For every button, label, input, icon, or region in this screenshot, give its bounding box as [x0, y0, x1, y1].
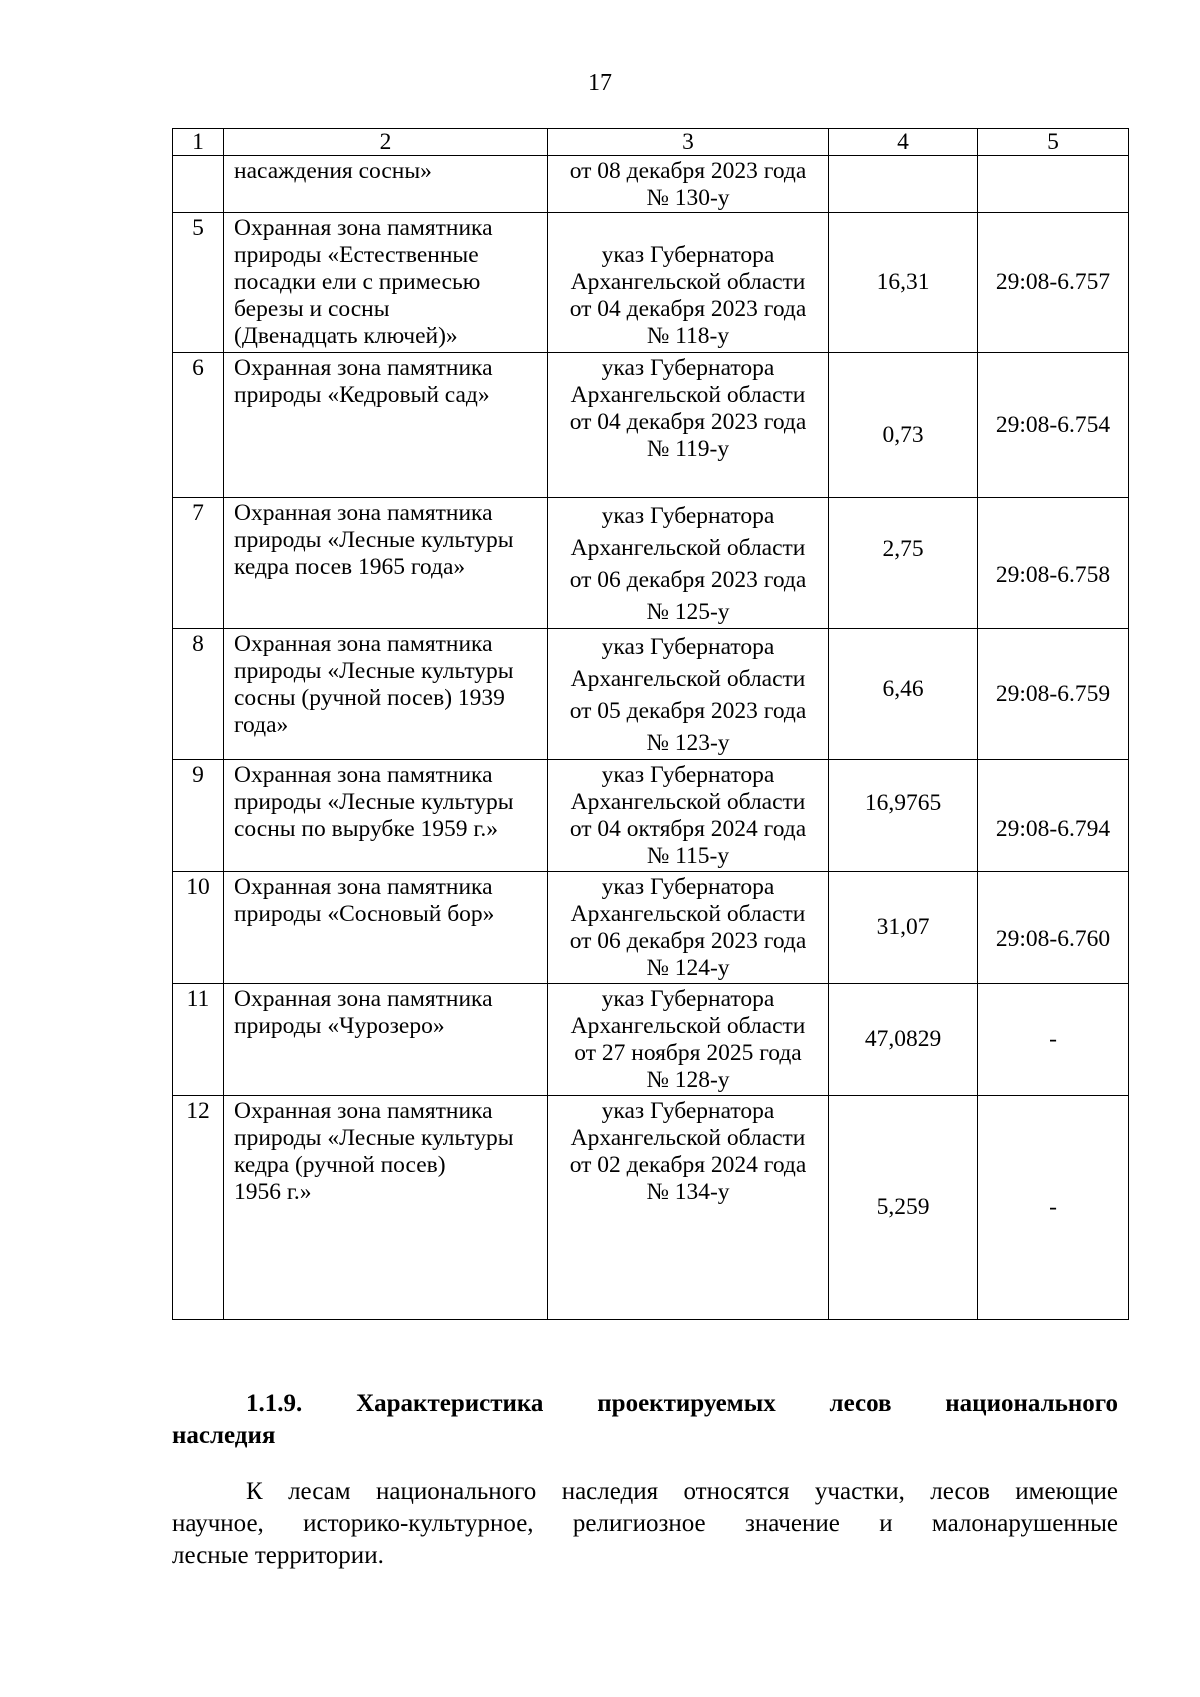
decree	[548, 760, 829, 872]
zone-name-line: Охранная зона памятника	[234, 874, 493, 900]
table-row	[173, 872, 1129, 984]
zone-name-line: 1956 г.»	[234, 1179, 312, 1205]
zone-name-line: природы «Лесные культуры	[234, 658, 514, 684]
zone-name	[224, 872, 548, 984]
area-ha: 6,46	[829, 629, 978, 760]
zone-name-line: кедра (ручной посев)	[234, 1152, 446, 1178]
decree-line: от 04 октября 2024 года	[569, 816, 807, 842]
decree-line: указ Губернатора	[601, 634, 775, 660]
table-row	[173, 213, 1129, 353]
zone-name-line: Охранная зона памятника	[234, 762, 493, 788]
decree-line: Архангельской области	[570, 1013, 806, 1039]
decree	[548, 156, 829, 213]
zone-name-line: Охранная зона памятника	[234, 500, 493, 526]
paragraph-line: К лесам национального наследия относятся участки, лесов имеющие	[246, 1478, 1118, 1505]
decree-line: указ Губернатора	[601, 1098, 775, 1124]
registry-code: 29:08-6.758	[978, 498, 1129, 629]
decree-line: Архангельской области	[570, 382, 806, 408]
zone-name-line: Охранная зона памятника	[234, 215, 493, 241]
registry-code: 29:08-6.794	[978, 760, 1129, 872]
section-heading-line: 1.1.9. Характеристика проектируемых лесов национального	[246, 1390, 1118, 1417]
zone-name-line: природы «Кедровый сад»	[234, 382, 490, 408]
zone-name	[224, 498, 548, 629]
decree	[548, 1096, 829, 1320]
section-heading-line: наследия	[172, 1422, 276, 1449]
decree-line: от 08 декабря 2023 года	[569, 158, 807, 184]
row-number	[173, 156, 224, 213]
header-col-3: 3	[548, 129, 829, 156]
zone-name-line: (Двенадцать ключей)»	[234, 323, 458, 349]
zone-name	[224, 760, 548, 872]
zone-name-line: природы «Лесные культуры	[234, 789, 514, 815]
zone-name-line: года»	[234, 712, 289, 738]
decree	[548, 213, 829, 353]
decree-line: № 134-у	[646, 1179, 730, 1205]
header-col-4: 4	[829, 129, 978, 156]
decree-line: от 27 ноября 2025 года	[574, 1040, 802, 1066]
decree-line: от 04 декабря 2023 года	[569, 409, 807, 435]
decree-line: указ Губернатора	[601, 503, 775, 529]
zone-name-line: природы «Лесные культуры	[234, 1125, 514, 1151]
area-ha: 0,73	[829, 353, 978, 498]
decree-line: № 119-у	[646, 436, 730, 462]
zone-name	[224, 629, 548, 760]
table-row	[173, 760, 1129, 872]
registry-code	[978, 156, 1129, 213]
decree-line: Архангельской области	[570, 789, 806, 815]
decree-line: Архангельской области	[570, 666, 806, 692]
area-ha: 16,31	[829, 213, 978, 353]
zone-name-line: кедра посев 1965 года»	[234, 554, 466, 580]
area-ha: 31,07	[829, 872, 978, 984]
decree	[548, 353, 829, 498]
row-number: 8	[173, 629, 224, 760]
decree-line: указ Губернатора	[601, 762, 775, 788]
decree-line: № 125-у	[646, 599, 730, 625]
page-number: 17	[588, 70, 612, 96]
decree-line: указ Губернатора	[601, 874, 775, 900]
section-paragraph	[172, 1476, 1118, 1572]
decree-line: № 124-у	[646, 955, 730, 981]
header-col-1: 1	[173, 129, 224, 156]
table-row	[173, 353, 1129, 498]
zone-name-line: сосны (ручной посев) 1939	[234, 685, 505, 711]
paragraph-line: лесные территории.	[172, 1542, 384, 1569]
header-col-2: 2	[224, 129, 548, 156]
zone-name-line: Охранная зона памятника	[234, 1098, 493, 1124]
decree	[548, 872, 829, 984]
decree-line: указ Губернатора	[601, 355, 775, 381]
zone-name	[224, 213, 548, 353]
zone-name-line: природы «Естественные	[234, 242, 479, 268]
row-number: 12	[173, 1096, 224, 1320]
row-number: 10	[173, 872, 224, 984]
decree-line: № 115-у	[646, 843, 730, 869]
zone-name-line: посадки ели с примесью	[234, 269, 481, 295]
zone-name	[224, 984, 548, 1096]
table-row	[173, 984, 1129, 1096]
decree-line: от 04 декабря 2023 года	[569, 296, 807, 322]
decree-line: указ Губернатора	[601, 986, 775, 1012]
header-col-5: 5	[978, 129, 1129, 156]
zone-name-line: Охранная зона памятника	[234, 986, 493, 1012]
table-row	[173, 498, 1129, 629]
row-number: 11	[173, 984, 224, 1096]
decree	[548, 629, 829, 760]
registry-code: -	[978, 984, 1129, 1096]
decree-line: Архангельской области	[570, 1125, 806, 1151]
registry-code: -	[978, 1096, 1129, 1320]
zone-name-line: Охранная зона памятника	[234, 355, 493, 381]
area-ha: 5,259	[829, 1096, 978, 1320]
row-number: 9	[173, 760, 224, 872]
registry-code: 29:08-6.754	[978, 353, 1129, 498]
decree-line: Архангельской области	[570, 535, 806, 561]
paragraph-line: научное, историко-культурное, религиозное значение и малонарушенные	[172, 1510, 1118, 1537]
table-row	[173, 156, 1129, 213]
area-ha: 2,75	[829, 498, 978, 629]
decree-line: указ Губернатора	[601, 242, 775, 268]
zone-name	[224, 353, 548, 498]
decree-line: Архангельской области	[570, 269, 806, 295]
table-row	[173, 1096, 1129, 1320]
row-number: 5	[173, 213, 224, 353]
row-number: 7	[173, 498, 224, 629]
area-ha: 16,9765	[829, 760, 978, 872]
table-row	[173, 629, 1129, 760]
decree-line: от 06 декабря 2023 года	[569, 928, 807, 954]
row-number: 6	[173, 353, 224, 498]
zone-name-line: природы «Лесные культуры	[234, 527, 514, 553]
zone-name-line: березы и сосны	[234, 296, 390, 322]
decree-line: Архангельской области	[570, 901, 806, 927]
decree-line: № 123-у	[646, 730, 730, 756]
registry-code: 29:08-6.759	[978, 629, 1129, 760]
registry-code: 29:08-6.757	[978, 213, 1129, 353]
zone-name	[224, 1096, 548, 1320]
zone-name-line: насаждения сосны»	[234, 158, 432, 184]
zone-name-line: природы «Чурозеро»	[234, 1013, 445, 1039]
area-ha: 47,0829	[829, 984, 978, 1096]
decree-line: № 128-у	[646, 1067, 730, 1093]
protected-zones-table	[172, 128, 1129, 1320]
zone-name-line: природы «Сосновый бор»	[234, 901, 495, 927]
decree	[548, 984, 829, 1096]
registry-code: 29:08-6.760	[978, 872, 1129, 984]
decree-line: от 06 декабря 2023 года	[569, 567, 807, 593]
table-header-row	[173, 129, 1129, 156]
decree	[548, 498, 829, 629]
decree-line: от 05 декабря 2023 года	[569, 698, 807, 724]
zone-name	[224, 156, 548, 213]
decree-line: № 130-у	[646, 185, 730, 211]
area-ha	[829, 156, 978, 213]
decree-line: от 02 декабря 2024 года	[569, 1152, 807, 1178]
decree-line: № 118-у	[646, 323, 730, 349]
zone-name-line: Охранная зона памятника	[234, 631, 493, 657]
section-heading	[172, 1388, 1118, 1452]
zone-name-line: сосны по вырубке 1959 г.»	[234, 816, 498, 842]
